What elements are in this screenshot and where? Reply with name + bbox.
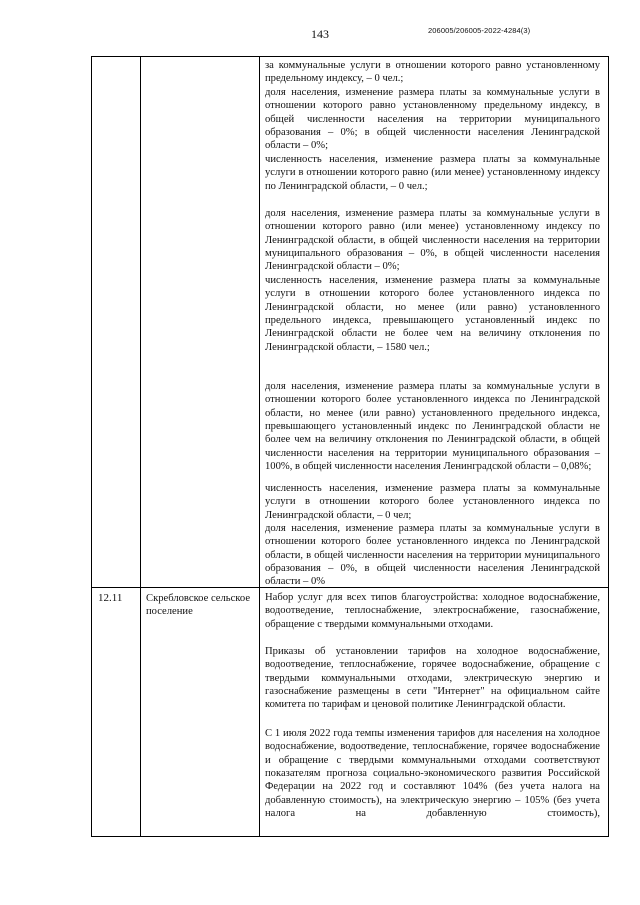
- table-left-border: [91, 56, 92, 837]
- row-paragraph: С 1 июля 2022 года темпы изменения тарифов для населения на холодное водоснабжение, водоотведение, теплоснабжение, горячее водоснабжение и обращение с твердыми коммунальными отходами соответствуют показателям прогноза социально-экономического развития Российской Федерации на 2022 год и составляют 104% (без учета налога на добавленную стоимость), на электрическую энергию – 105% (без учета налога на добавленную стоимость),: [265, 728, 600, 820]
- column-divider-1: [140, 56, 141, 837]
- table-right-border: [608, 56, 609, 837]
- column-divider-2: [259, 56, 260, 837]
- table-bottom-border: [91, 836, 609, 837]
- continuation-paragraph: доля населения, изменение размера платы за коммунальные услуги в отношении которого более установленного индекса по Ленинградской области, в общей численности населения на территории муниципального образования – 0%, в общей численности населения Ленинградской области – 0%: [265, 523, 600, 588]
- row-paragraph: Приказы об установлении тарифов на холодное водоснабжение, водоотведение, теплоснабжение, горячее водоснабжение, обращение с твердыми коммунальными отходами, электрическую энергию и газоснабжение размещены в сети "Интернет" на официальном сайте комитета по тарифам и ценовой политике Ленинградской области.: [265, 646, 600, 711]
- continuation-paragraph: за коммунальные услуги в отношении которого равно установленному предельному индексу, – 0 чел.;: [265, 60, 600, 85]
- continuation-paragraph: доля населения, изменение размера платы за коммунальные услуги в отношении которого равно установленному предельному индексу, в общей численности населения на территории муниципального образования – 0%; в общей численности населения Ленинградской области – 0%;: [265, 87, 600, 152]
- settlement-name: Скребловское сельское поселение: [146, 593, 251, 618]
- table-top-border: [91, 56, 609, 57]
- row-paragraph: Набор услуг для всех типов благоустройства: холодное водоснабжение, водоотведение, теплоснабжение, электроснабжение, газоснабжение, обращение с твердыми коммунальными отходами.: [265, 592, 600, 630]
- continuation-paragraph: численность населения, изменение размера платы за коммунальные услуги в отношении которого равно (или менее) установленному индексу по Ленинградской области, – 0 чел.;: [265, 154, 600, 192]
- document-code: 206005/206005-2022-4284(3): [428, 26, 531, 35]
- row-number: 12.11: [98, 592, 123, 604]
- continuation-paragraph: доля населения, изменение размера платы за коммунальные услуги в отношении которого равно (или менее) установленному индексу по Ленинградской области, в общей численности населения на территории муниципального образования – 0%, в общей численности населения Ленинградской области – 0%;: [265, 208, 600, 273]
- continuation-paragraph: численность населения, изменение размера платы за коммунальные услуги в отношении которого более установленного индекса по Ленинградской области, но менее (или равно) установленного предельного индекса, превышающего установленный индекс по Ленинградской области не более чем на величину отклонения по Ленинградской области, – 1580 чел.;: [265, 275, 600, 353]
- continuation-paragraph: доля населения, изменение размера платы за коммунальные услуги в отношении которого более установленного индекса по Ленинградской области, но менее (или равно) установленного предельного индекса, превышающего установленный индекс по Ленинградской области не более чем на величину отклонения по Ленинградской области, в общей численности населения на территории муниципального образования – 100%, в общей численности населения Ленинградской области – 0,08%;: [265, 381, 600, 473]
- continuation-paragraph: численность населения, изменение размера платы за коммунальные услуги в отношении которого более установленного индекса по Ленинградской области, – 0 чел;: [265, 483, 600, 521]
- page-number: 143: [311, 27, 329, 41]
